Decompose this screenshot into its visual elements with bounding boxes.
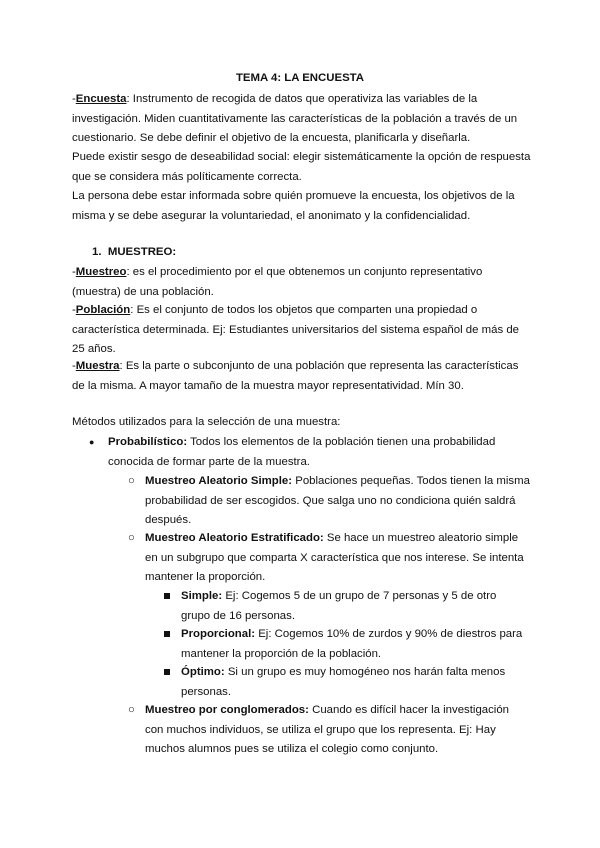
est-simple-definition: Ej: Cogemos 5 de un grupo de 7 personas y 5 de otro grupo de 16 personas. (181, 590, 497, 622)
dash-marker: - (72, 304, 76, 316)
poblacion-term: Población (75, 304, 131, 316)
est-proporcional-item (181, 625, 526, 664)
section-title: MUESTREO: (107, 246, 177, 258)
conglomerados-definition: Cuando es difícil hacer la investigación con muchos individuos, se utiliza el grupo que los representa. Ej: Hay muchos alumnos pues se utiliza el colegio como conjunto. (145, 704, 510, 755)
simple-item (145, 472, 530, 531)
encuesta-term: Encuesta (75, 93, 127, 105)
metodos-intro: Métodos utilizados para la selección de una muestra: (72, 416, 341, 428)
square-bullet (164, 663, 170, 683)
dash-marker: - (72, 93, 76, 105)
est-optimo-item (181, 663, 526, 702)
muestreo-paragraph (72, 263, 532, 302)
square-bullet (164, 625, 170, 645)
est-optimo-term: Óptimo: (181, 666, 225, 678)
disc-bullet: ● (89, 437, 95, 447)
conglomerados-term: Muestreo por conglomerados: (145, 704, 309, 716)
simple-term: Muestreo Aleatorio Simple: (145, 475, 293, 487)
probabilistico-term: Probabilístico: (108, 436, 188, 448)
circle-bullet: ○ (128, 704, 135, 716)
probabilistico-definition: Todos los elementos de la población tienen una probabilidad conocida de formar parte de la muestra. (108, 436, 496, 468)
probabilistico-item (108, 433, 533, 472)
sesgo-paragraph: Puede existir sesgo de deseabilidad social: elegir sistemáticamente la opción de respuesta que se considera más políticamente correcta. (72, 151, 531, 183)
square-bullet (164, 587, 170, 607)
est-proporcional-term: Proporcional: (181, 628, 256, 640)
est-simple-term: Simple: (181, 590, 223, 602)
muestra-definition: : Es la parte o subconjunto de una población que representa las características de la misma. A mayor tamaño de la muestra mayor representatividad. Mín 30. (72, 360, 519, 392)
estratificado-item (145, 529, 530, 588)
section-number: 1. (92, 246, 102, 258)
simple-definition: Poblaciones pequeñas. Todos tienen la misma probabilidad de ser escogidos. Que salga uno no condiciona quién saldrá después. (145, 475, 530, 526)
encuesta-definition: : Instrumento de recogida de datos que operativiza las variables de la investigación. Miden cuantitativamente las características de la población a través de un cuestionario. Se debe definir el objetivo de la encuesta, planificarla y diseñarla. (72, 93, 518, 144)
poblacion-definition: : Es el conjunto de todos los objetos que comparten una propiedad o característica determinada. Ej: Estudiantes universitarios del sistema español de más de 25 años. (72, 304, 519, 355)
est-proporcional-definition: Ej: Cogemos 10% de zurdos y 90% de diestros para mantener la proporción de la población. (181, 628, 523, 660)
muestreo-term: Muestreo (75, 266, 127, 278)
conglomerados-item (145, 701, 530, 760)
informada-paragraph: La persona debe estar informada sobre quién promueve la encuesta, los objetivos de la misma y se debe asegurar la voluntariedad, el anonimato y la confidencialidad. (72, 190, 515, 222)
page-title: TEMA 4: LA ENCUESTA (235, 72, 365, 84)
est-optimo-definition: Si un grupo es muy homogéneo nos harán falta menos personas. (181, 666, 506, 698)
poblacion-paragraph (72, 301, 532, 360)
circle-bullet: ○ (128, 532, 135, 544)
muestra-paragraph (72, 357, 532, 396)
dash-marker: - (72, 360, 76, 372)
dash-marker: - (72, 266, 76, 278)
muestra-term: Muestra (75, 360, 120, 372)
muestreo-definition: : es el procedimiento por el que obtenemos un conjunto representativo (muestra) de una población. (72, 266, 483, 298)
section-heading (92, 243, 176, 263)
estratificado-term: Muestreo Aleatorio Estratificado: (145, 532, 324, 544)
circle-bullet: ○ (128, 475, 135, 487)
encuesta-paragraph (72, 90, 532, 149)
est-simple-item (181, 587, 526, 626)
estratificado-definition: Se hace un muestreo aleatorio simple en un subgrupo que comparta X característica que nos interese. Se intenta mantener la proporción. (145, 532, 524, 583)
